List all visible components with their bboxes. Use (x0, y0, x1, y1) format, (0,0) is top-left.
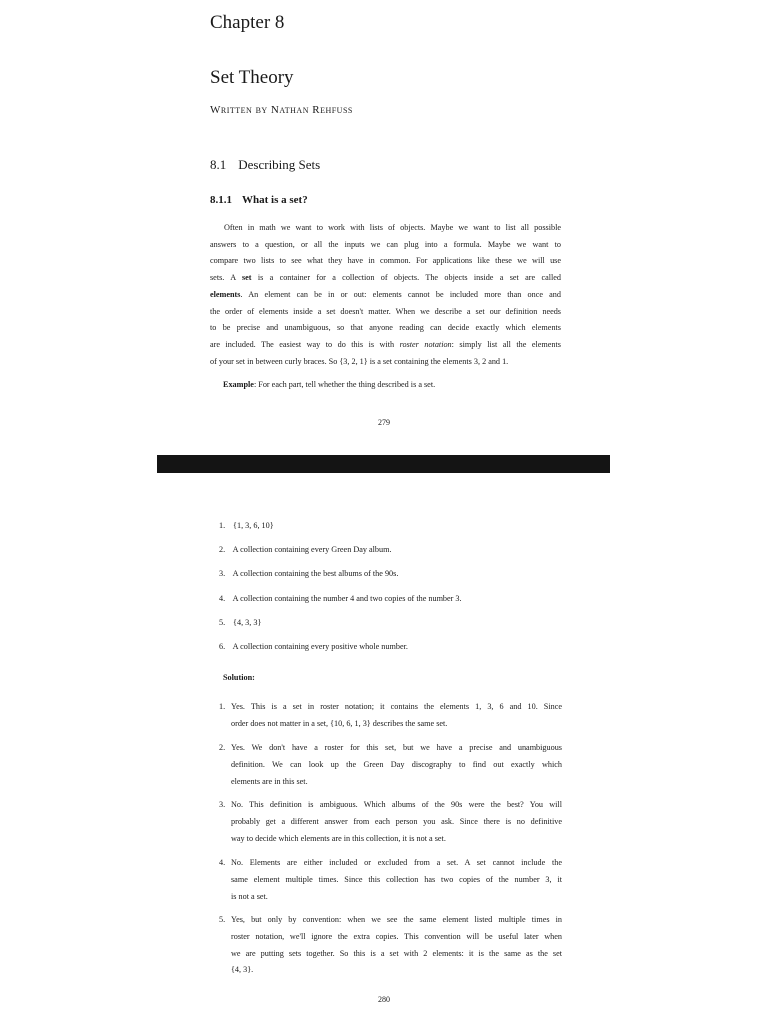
question-list (219, 521, 462, 666)
section-title: Describing Sets (238, 157, 321, 172)
section-number: 8.1 (210, 157, 227, 172)
answer-item (219, 699, 562, 733)
list-item (219, 618, 462, 642)
answer-line: is not a set. (231, 891, 268, 901)
answer-line: No. Elements are either included or excluded from a set. A set cannot include the (231, 858, 562, 867)
answer-line: Yes. We don't have a roster for this set, but we have a precise and unambiguous (231, 743, 562, 752)
answer-body (231, 740, 562, 790)
example-label: Example (223, 380, 254, 389)
subsection-title: What is a set? (242, 194, 308, 206)
answer-item (219, 740, 562, 790)
term-roster-notation: roster notation (399, 339, 452, 349)
item-number: 2. (219, 545, 226, 555)
example-prompt (223, 380, 435, 389)
paragraph-line: Often in math we want to work with lists of objects. Maybe we want to list all possible (224, 223, 561, 232)
list-item (219, 594, 462, 618)
answer-line: definition. We can look up the Green Day discography to find out exactly which (231, 759, 562, 769)
answer-number: 2. (219, 743, 226, 752)
solution-label: Solution: (223, 673, 255, 682)
item-number: 5. (219, 617, 226, 627)
subsection-heading (210, 194, 308, 206)
answer-body (231, 855, 562, 905)
page-number: 279 (378, 418, 390, 427)
text-run: . An element can be in or out: elements cannot be included more than once and (240, 289, 561, 299)
paragraph-line: of your set in between curly braces. So {3, 2, 1} is a set containing the elements 3, 2 and 1. (210, 356, 509, 366)
paragraph-line: answers to a question, or all the inputs we can plug into a formula. Maybe we want to (210, 239, 561, 249)
answer-number: 4. (219, 858, 226, 867)
paragraph-line (210, 287, 561, 304)
item-text: A collection containing the best albums of the 90s. (232, 569, 399, 579)
text-run: are included. The easiest way to do this is with (210, 339, 400, 349)
answer-line: same element multiple times. Since this collection has two copies of the number 3, it (231, 874, 562, 884)
subsection-number: 8.1.1 (210, 194, 232, 206)
list-item (219, 569, 462, 593)
answer-number: 1. (219, 702, 226, 711)
answer-line: No. This definition is ambiguous. Which albums of the 90s were the best? You will (231, 800, 562, 809)
answer-number: 3. (219, 800, 226, 809)
item-text: A collection containing every positive whole number. (232, 641, 408, 651)
answer-number: 5. (219, 915, 226, 924)
answer-line: order does not matter in a set, {10, 6, 1, 3} describes the same set. (231, 718, 448, 728)
section-heading (210, 157, 320, 173)
author-line: Written by Nathan Rehfuss (210, 104, 353, 116)
example-text: : For each part, tell whether the thing described is a set. (253, 380, 436, 389)
term-set: set (241, 273, 252, 283)
answer-body (231, 797, 562, 847)
answer-line: Yes. This is a set in roster notation; it contains the elements 1, 3, 6 and 10. Since (231, 702, 562, 711)
item-number: 6. (219, 641, 226, 651)
chapter-heading: Chapter 8 (210, 12, 285, 33)
answer-line: elements are in this set. (231, 776, 308, 786)
page-number: 280 (378, 995, 390, 1004)
page-divider (157, 455, 610, 473)
paragraph-line: compare two lists to see what they have in common. For applications like these we will use (210, 256, 561, 266)
text-run: is a container for a collection of objects. The objects inside a set are called (251, 273, 561, 283)
answer-line: way to decide which elements are in this collection, it is not a set. (231, 833, 446, 843)
list-item (219, 545, 462, 569)
chapter-title: Set Theory (210, 67, 294, 88)
paragraph-line (210, 270, 561, 287)
term-elements: elements (210, 289, 241, 299)
item-text: {4, 3, 3} (233, 617, 262, 627)
answer-body (231, 699, 562, 733)
answer-line: {4, 3}. (231, 965, 254, 975)
page-279 (0, 0, 768, 455)
item-text: {1, 3, 6, 10} (233, 521, 274, 530)
item-number: 3. (219, 569, 226, 579)
list-item (219, 642, 462, 666)
answer-line: we are putting sets together. So this is a set with 2 elements: it is the same as the set (231, 948, 562, 958)
answer-line: roster notation, we'll ignore the extra copies. This convention will be useful later when (231, 931, 562, 941)
intro-paragraph (210, 220, 561, 370)
answer-line: probably get a different answer from each person you ask. Since there is no definitive (231, 816, 562, 826)
item-number: 4. (219, 593, 226, 603)
paragraph-line: the order of elements inside a set doesn't matter. When we describe a set our definition needs (210, 306, 561, 316)
item-number: 1. (219, 521, 226, 530)
answer-item (219, 855, 562, 905)
text-run: sets. A (210, 273, 242, 283)
answer-body (231, 912, 562, 979)
answer-item (219, 912, 562, 979)
list-item (219, 521, 462, 545)
answer-item (219, 797, 562, 847)
paragraph-line (210, 337, 561, 354)
answer-line: Yes, but only by convention: when we see the same element listed multiple times in (231, 915, 562, 924)
item-text: A collection containing every Green Day album. (232, 545, 392, 555)
paragraph-line: to be precise and unambiguous, so that anyone reading can decide exactly which elements (210, 323, 561, 333)
item-text: A collection containing the number 4 and two copies of the number 3. (232, 593, 462, 603)
text-run: : simply list all the elements (451, 339, 561, 349)
